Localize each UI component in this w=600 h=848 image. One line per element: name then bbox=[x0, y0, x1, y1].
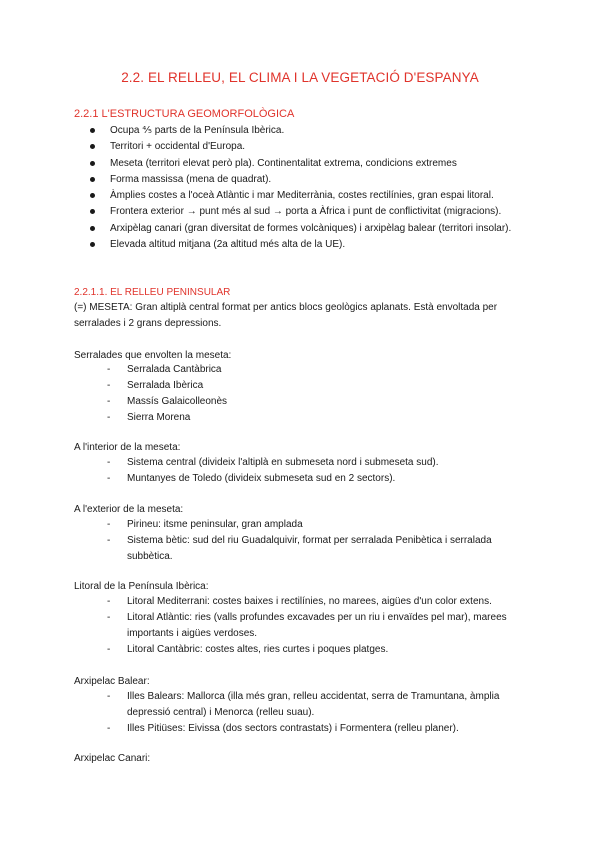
list-item: - Pirineu: itsme peninsular, gran amplada bbox=[107, 517, 527, 533]
group-label-canari: Arxipelac Canari: bbox=[74, 753, 151, 764]
bullet-item: Meseta (territori elevat però pla). Continentalitat extrema, condicions extremes bbox=[90, 157, 511, 173]
list-item: - Massís Galaicolleonès bbox=[107, 394, 527, 410]
bullet-item: Àmplies costes a l'oceà Atlàntic i mar Mediterrània, costes rectilínies, gran espai litoral. bbox=[90, 189, 511, 205]
bullet-item: Ocupa ⅘ parts de la Península Ibèrica. bbox=[90, 124, 511, 140]
bullet-item: Elevada altitud mitjana (2a altitud més alta de la UE). bbox=[90, 238, 511, 254]
bullet-item: Frontera exterior → punt més al sud → porta a Àfrica i punt de conflictivitat (migracions). bbox=[90, 205, 511, 221]
group-label-exterior: A l'exterior de la meseta: bbox=[74, 504, 184, 515]
group-label-interior: A l'interior de la meseta: bbox=[74, 442, 181, 453]
interior-list bbox=[107, 455, 527, 487]
list-item: - Sistema central (divideix l'altiplà en submeseta nord i submeseta sud). bbox=[107, 455, 527, 471]
bullet-item: Arxipèlag canari (gran diversitat de formes volcàniques) i arxipèlag balear (territori insolar). bbox=[90, 222, 511, 238]
list-item: - Muntanyes de Toledo (divideix submeseta sud en 2 sectors). bbox=[107, 471, 527, 487]
balear-list bbox=[107, 689, 527, 737]
bullet-item: Territori + occidental d'Europa. bbox=[90, 140, 511, 156]
list-item: - Serralada Ibèrica bbox=[107, 378, 527, 394]
section-heading: 2.2.1 L'ESTRUCTURA GEOMORFOLÒGICA bbox=[74, 108, 295, 120]
list-item: - Litoral Mediterrani: costes baixes i rectilínies, no marees, aigües d'un color extens. bbox=[107, 594, 527, 610]
feature-bullet-list bbox=[90, 124, 511, 254]
group-label-litoral: Litoral de la Península Ibèrica: bbox=[74, 581, 209, 592]
list-item: - Illes Pitiüses: Eivissa (dos sectors contrastats) i Formentera (relleu planer). bbox=[107, 721, 527, 737]
list-item: - Sierra Morena bbox=[107, 410, 527, 426]
group-label-serralades: Serralades que envolten la meseta: bbox=[74, 350, 232, 361]
litoral-list bbox=[107, 594, 527, 658]
exterior-list bbox=[107, 517, 527, 565]
list-item: - Litoral Atlàntic: ries (valls profundes excavades per un riu i envaïdes pel mar), marees importants i aigües verdoses. bbox=[107, 610, 527, 642]
page-title: 2.2. EL RELLEU, EL CLIMA I LA VEGETACIÓ D'ESPANYA bbox=[121, 70, 479, 85]
list-item: - Serralada Cantàbrica bbox=[107, 362, 527, 378]
bullet-item: Forma massissa (mena de quadrat). bbox=[90, 173, 511, 189]
serralades-list bbox=[107, 362, 527, 426]
list-item: - Litoral Cantàbric: costes altes, ries curtes i poques platges. bbox=[107, 642, 527, 658]
list-item: - Illes Balears: Mallorca (illa més gran, relleu accidentat, serra de Tramuntana, àmplia depressió central) i Menorca (relleu suau). bbox=[107, 689, 527, 721]
group-label-balear: Arxipelac Balear: bbox=[74, 676, 150, 687]
intro-paragraph: (=) MESETA: Gran altiplà central format per antics blocs geològics aplanats. Està envoltada per serralades i 2 grans depressions. bbox=[74, 302, 498, 329]
list-item: - Sistema bètic: sud del riu Guadalquivir, format per serralada Penibètica i serralada subbètica. bbox=[107, 533, 527, 565]
subsection-heading: 2.2.1.1. EL RELLEU PENINSULAR bbox=[74, 287, 231, 298]
